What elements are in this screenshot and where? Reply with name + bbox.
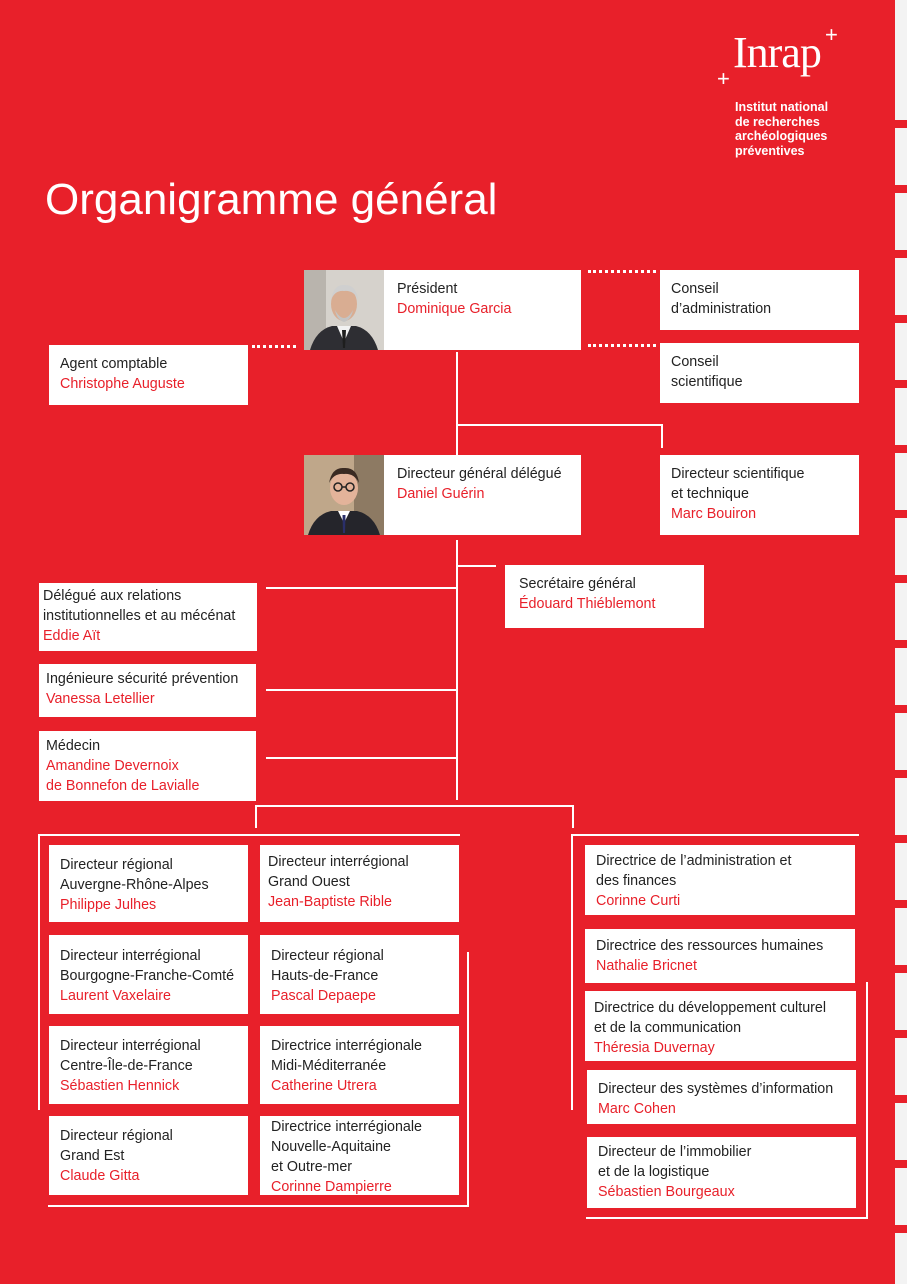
role-label: Médecin [46, 738, 101, 754]
role-label: Directrice des ressources humaines [596, 938, 824, 954]
dotted-connector [588, 270, 656, 273]
role-label: des finances [596, 873, 677, 889]
person-name: Claude Gitta [60, 1168, 140, 1184]
role-label: Grand Ouest [268, 874, 350, 890]
regional-box[interactable] [49, 935, 248, 1014]
person-name: Sébastien Hennick [60, 1078, 180, 1094]
person-name: Daniel Guérin [397, 486, 485, 502]
role-label: scientifique [671, 374, 743, 390]
person-name: Philippe Julhes [60, 897, 157, 913]
role-label: Directrice de l’administration et [596, 853, 792, 869]
person-name: Amandine Devernoix [46, 758, 179, 774]
plus-icon: + [717, 66, 730, 91]
role-label: Auvergne-Rhône-Alpes [60, 877, 209, 893]
role-label: Grand Est [60, 1148, 125, 1164]
direction-box[interactable] [585, 929, 855, 983]
role-label: d’administration [671, 301, 772, 317]
role-label: Agent comptable [60, 356, 168, 372]
person-name: Théresia Duvernay [594, 1040, 715, 1056]
role-label: Midi-Méditerranée [271, 1058, 387, 1074]
group-bracket [38, 834, 40, 1110]
conseil-scientifique-box[interactable] [660, 343, 859, 403]
role-label: Directeur interrégional [60, 948, 201, 964]
group-bracket [48, 1205, 469, 1207]
role-label: institutionnelles et au mécénat [43, 608, 236, 624]
delegue-relations-box[interactable] [39, 583, 257, 651]
president-photo [304, 270, 384, 350]
person-name: Corinne Dampierre [271, 1179, 392, 1195]
role-label: Directeur interrégional [60, 1038, 201, 1054]
group-bracket [866, 982, 868, 1218]
role-label: Directeur régional [271, 948, 384, 964]
regional-box[interactable] [49, 1116, 248, 1195]
group-bracket [586, 1217, 868, 1219]
medecin-box[interactable] [39, 731, 256, 801]
regional-box[interactable] [49, 845, 248, 922]
person-name: de Bonnefon de Lavialle [46, 778, 200, 794]
connector-line [456, 352, 458, 456]
person-name: Marc Cohen [598, 1101, 676, 1117]
direction-box[interactable] [587, 1137, 856, 1208]
person-name: Marc Bouiron [671, 506, 757, 522]
role-label: et de la logistique [598, 1164, 710, 1180]
person-name: Nathalie Bricnet [596, 958, 697, 974]
role-label: Hauts-de-France [271, 968, 379, 984]
role-label: Directeur des systèmes d’information [598, 1081, 834, 1097]
group-bracket [467, 952, 469, 1206]
direction-box[interactable] [587, 1070, 856, 1124]
person-name: Laurent Vaxelaire [60, 988, 172, 1004]
group-bracket [38, 834, 460, 836]
role-label: Conseil [671, 281, 719, 297]
person-name: Sébastien Bourgeaux [598, 1184, 735, 1200]
page-title: Organigramme général [45, 175, 498, 224]
direction-box[interactable] [585, 991, 856, 1061]
regional-box[interactable] [260, 1026, 459, 1104]
person-name: Christophe Auguste [60, 376, 185, 392]
role-label: Bourgogne-Franche-Comté [60, 968, 235, 984]
connector-line [266, 689, 457, 691]
role-label: et de la communication [594, 1020, 742, 1036]
agent-comptable-box[interactable] [49, 345, 248, 405]
direction-box[interactable] [585, 845, 855, 915]
dg-delegue-photo [304, 455, 384, 535]
group-bracket [571, 834, 573, 1110]
president-box[interactable] [384, 270, 581, 350]
person-name: Dominique Garcia [397, 301, 512, 317]
connector-line [266, 587, 457, 589]
role-label: Ingénieure sécurité prévention [46, 671, 239, 687]
person-name: Jean-Baptiste Rible [268, 894, 392, 910]
connector-line [255, 805, 257, 828]
role-label: Directeur général délégué [397, 466, 562, 482]
directeur-scientifique-box[interactable] [660, 455, 859, 535]
role-label: Directrice interrégionale [271, 1119, 422, 1135]
connector-line [661, 424, 663, 448]
secretaire-general-box[interactable] [505, 565, 704, 628]
role-label: Conseil [671, 354, 719, 370]
person-name: Eddie Aït [43, 628, 101, 644]
role-label: Directrice interrégionale [271, 1038, 422, 1054]
role-label: Nouvelle-Aquitaine [271, 1139, 392, 1155]
role-label: Directeur de l’immobilier [598, 1144, 752, 1160]
person-name: Édouard Thiéblemont [519, 596, 656, 612]
group-bracket [571, 834, 859, 836]
role-label: Directeur régional [60, 857, 173, 873]
connector-line [456, 424, 662, 426]
role-label: Directeur scientifique [671, 466, 805, 482]
connector-line [456, 565, 496, 567]
role-label: Centre-Île-de-France [60, 1058, 193, 1074]
regional-box[interactable] [260, 845, 459, 922]
role-label: et technique [671, 486, 749, 502]
dotted-connector [252, 345, 296, 348]
role-label: Directrice du développement culturel [594, 1000, 827, 1016]
role-label: Directeur interrégional [268, 854, 409, 870]
logo-subtitle: Institut national de recherches archéologiques préventives [735, 100, 829, 158]
person-name: Catherine Utrera [271, 1078, 377, 1094]
role-label: Délégué aux relations [43, 588, 182, 604]
regional-box[interactable] [260, 1116, 459, 1195]
connector-line [572, 805, 574, 828]
role-label: Président [397, 281, 458, 297]
role-label: Secrétaire général [519, 576, 636, 592]
ingenieure-securite-box[interactable] [39, 664, 256, 717]
plus-icon: + [825, 22, 838, 47]
regional-box[interactable] [49, 1026, 248, 1104]
logo-wordmark: Inrap [733, 28, 821, 77]
regional-box[interactable] [260, 935, 459, 1014]
person-name: Corinne Curti [596, 893, 681, 909]
dotted-connector [588, 344, 656, 347]
connector-line [456, 540, 458, 800]
connector-line [255, 805, 574, 807]
person-name: Pascal Depaepe [271, 988, 376, 1004]
role-label: et Outre-mer [271, 1159, 353, 1175]
dg-delegue-box[interactable] [384, 455, 581, 535]
page-edge-strip [895, 0, 907, 1284]
role-label: Directeur régional [60, 1128, 173, 1144]
person-name: Vanessa Letellier [46, 691, 155, 707]
connector-line [266, 757, 457, 759]
conseil-administration-box[interactable] [660, 270, 859, 330]
